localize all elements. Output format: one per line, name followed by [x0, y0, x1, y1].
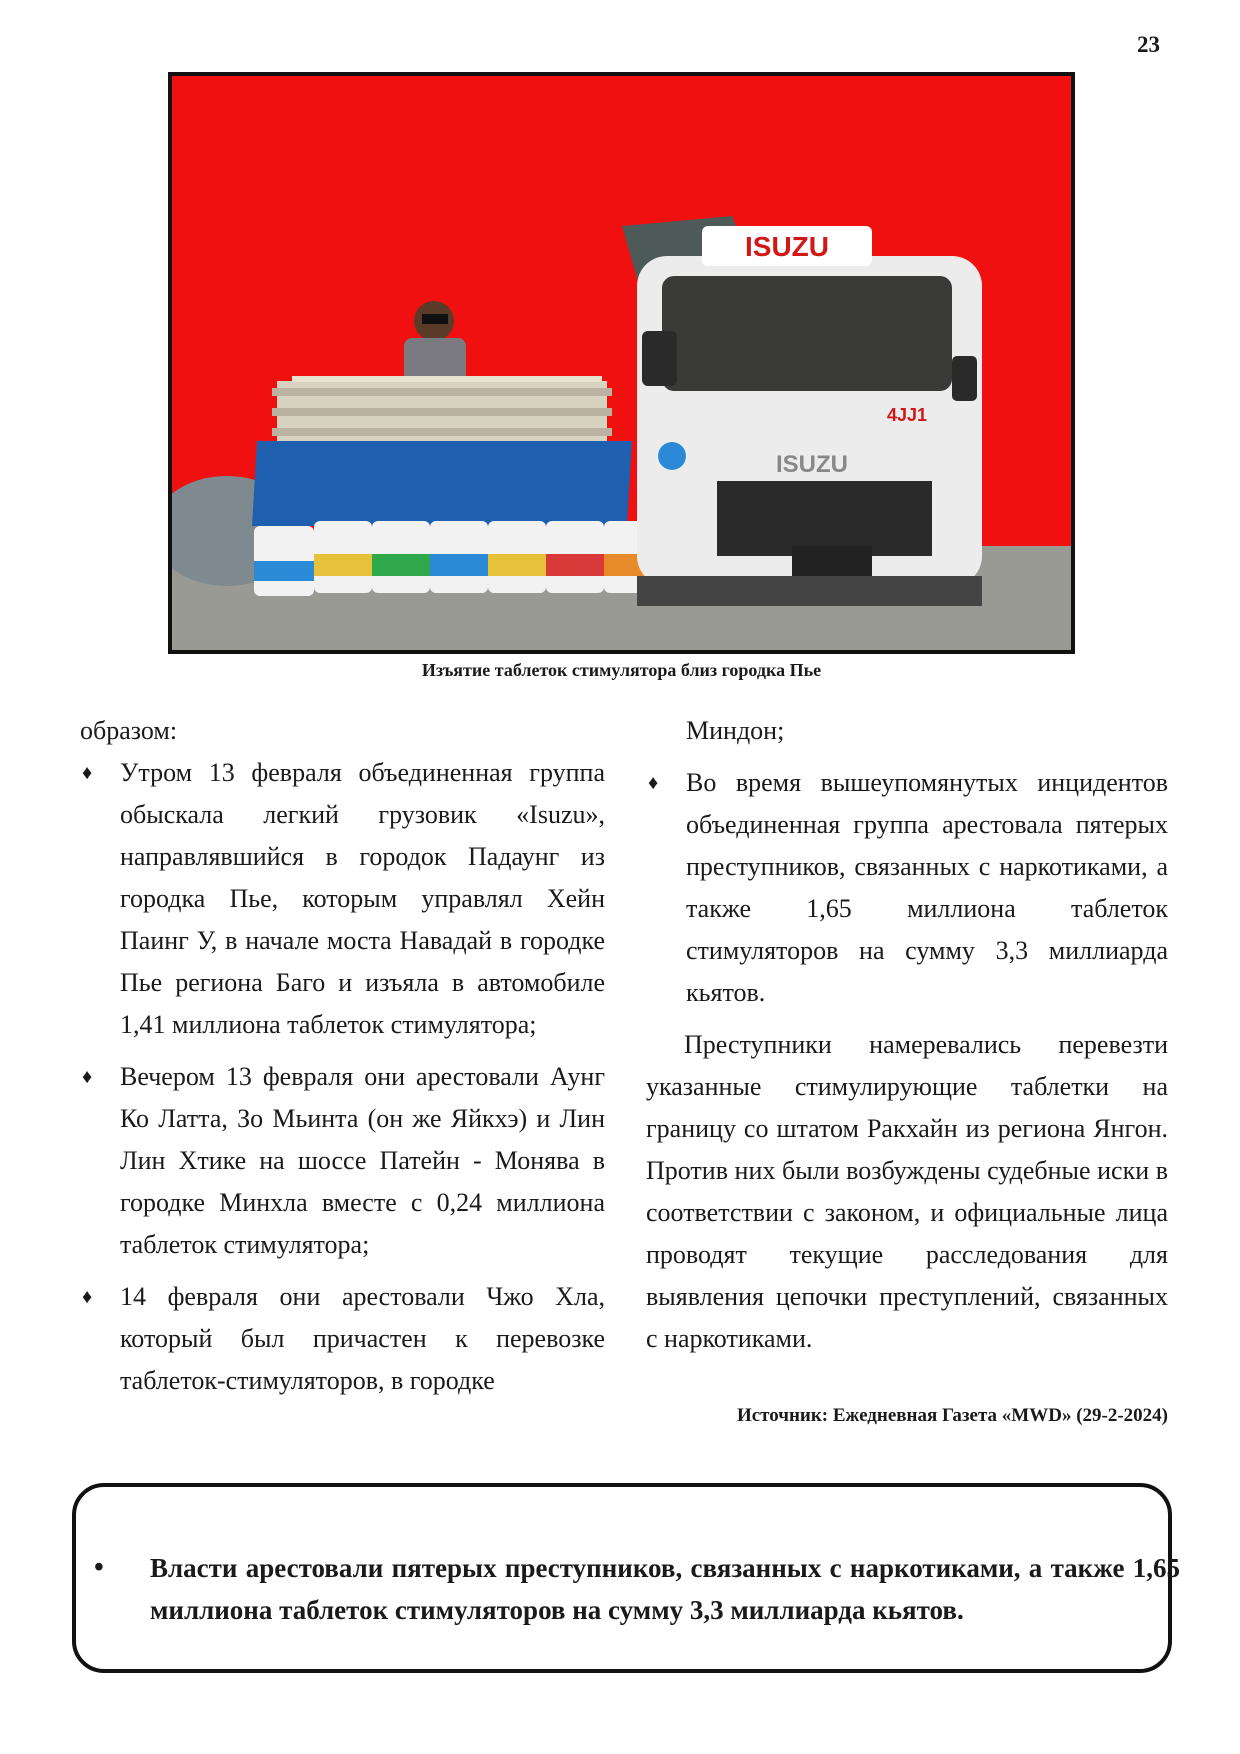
- diamond-bullet-icon: ♦: [82, 762, 93, 784]
- list-item: [80, 1276, 605, 1402]
- photo-illustration: [172, 76, 1071, 650]
- bullet-text: Утром 13 февраля объединенная группа обыскала легкий грузовик «Isuzu», направлявшийся в городок Падаунг из городка Пье, которым управлял Хейн Паинг У, в начале моста Навадай в городке Пье региона Баго и изъяла в автомобиле 1,41 миллиона таблеток стимулятора;: [120, 758, 605, 1039]
- summary-text: Власти арестовали пятерых преступников, связанных с наркотиками, а также 1,65 миллиона таблеток стимуляторов на сумму 3,3 миллиарда кьятов.: [150, 1553, 1180, 1625]
- page-number: 23: [1137, 32, 1160, 57]
- isuzu-truck: [622, 216, 982, 606]
- diamond-bullet-icon: ♦: [82, 1286, 93, 1308]
- diamond-bullet-icon: ♦: [648, 772, 659, 794]
- right-bullet-list: [646, 762, 1168, 1014]
- intro-text: образом:: [80, 716, 178, 745]
- bullet-text: 14 февраля они арестовали Чжо Хла, который был причастен к перевозке таблеток-стимуляторов, в городке: [120, 1282, 605, 1395]
- pill-packs: [272, 376, 612, 441]
- seizure-photo: [168, 72, 1075, 654]
- summary-list-item: [94, 1547, 1180, 1631]
- list-item: [80, 1056, 605, 1266]
- figure-caption: Изъятие таблеток стимулятора близ городка Пье: [421, 660, 822, 680]
- summary-box: [72, 1483, 1180, 1673]
- source-citation: Источник: Ежедневная Газета «MWD» (29-2-2024): [736, 1405, 1168, 1426]
- left-column: [80, 710, 605, 1412]
- bullet-text: Вечером 13 февраля они арестовали Аунг Ко Латта, Зо Мьинта (он же Яйкхэ) и Лин Лин Хтике на шоссе Патейн - Монява в городке Минхла вместе с 0,24 миллиона таблеток стимулятора;: [120, 1062, 605, 1259]
- svg-text:ISUZU: ISUZU: [776, 451, 848, 478]
- list-item: [80, 752, 605, 1046]
- body-paragraph: Преступники намеревались перевезти указанные стимулирующие таблетки на границу со штатом Ракхайн из региона Янгон. Против них были возбуждены судебные иски в соответствии с законом, и официальные лица проводят текущие расследования для выявления цепочки преступлений, связанных с наркотиками.: [646, 1030, 1168, 1353]
- blue-table: [252, 441, 632, 526]
- right-column: [646, 710, 1168, 1360]
- continuation-text: Миндон;: [686, 716, 785, 745]
- bullet-text: Во время вышеупомянутых инцидентов объединенная группа арестовала пятерых преступников, связанных с наркотиками, а также 1,65 миллиона таблеток стимуляторов на сумму 3,3 миллиарда кьятов.: [686, 768, 1168, 1007]
- diamond-bullet-icon: ♦: [82, 1066, 93, 1088]
- buckets: [254, 521, 662, 596]
- svg-text:ISUZU: ISUZU: [745, 231, 829, 262]
- bullet-dot-icon: •: [94, 1552, 104, 1583]
- list-item: [646, 762, 1168, 1014]
- left-bullet-list: [80, 752, 605, 1402]
- svg-text:4JJ1: 4JJ1: [886, 405, 928, 425]
